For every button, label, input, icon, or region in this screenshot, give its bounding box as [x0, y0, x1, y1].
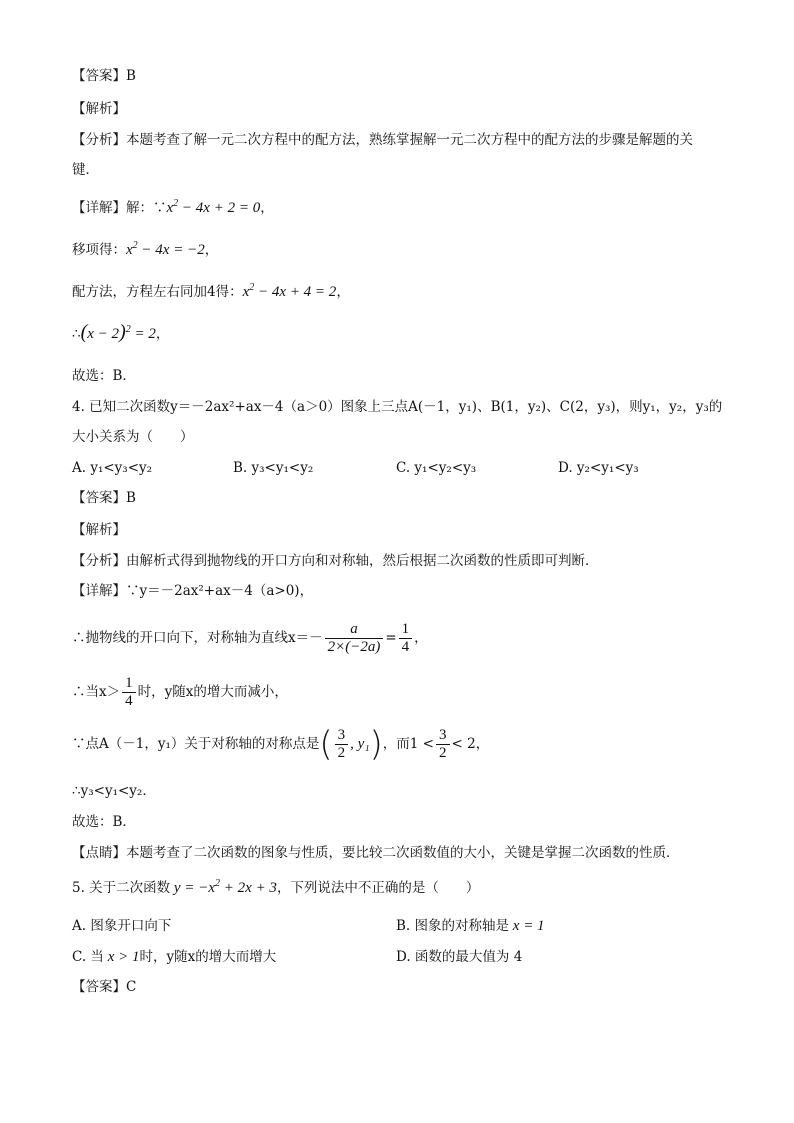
move-prefix: 移项得：	[72, 242, 126, 258]
left-paren-icon: (	[319, 724, 333, 765]
axis-expression: x = 1	[509, 918, 545, 934]
complete-prefix: 配方法，方程左右同加4得：	[72, 284, 243, 300]
q5-option-a: A. 图象开口向下	[72, 918, 172, 934]
fraction-numerator: 3	[436, 727, 450, 745]
sym-fraction-2	[436, 727, 450, 762]
condition-expression: x > 1	[103, 949, 140, 965]
equation: $x^2 - 4x = -2$	[126, 240, 205, 258]
q5-option-d: D. 函数的最大值为 4	[396, 949, 523, 965]
q3-detail-line	[72, 198, 274, 218]
stem-suffix: ，下列说法中不正确的是（ ）	[276, 880, 480, 896]
q4-choose-line: 故选：B．	[72, 814, 136, 830]
therefore-symbol: ∴	[72, 326, 81, 342]
detail-prefix: 【详解】解：∵	[72, 200, 167, 216]
q3-analysis-line2: 键．	[72, 162, 99, 178]
fraction-numerator: 3	[335, 727, 349, 745]
q3-complete-line	[72, 282, 350, 302]
q4-option-b: B. y₃<y₁<y₂	[233, 460, 314, 476]
q4-option-a: A. y₁<y₃<y₂	[72, 460, 153, 476]
quarter-fraction	[122, 675, 136, 710]
function-expression: $y = -x^2 + 2x + 3$	[170, 878, 277, 896]
q4-analysis-tag: 【解析】	[72, 522, 126, 538]
q5-stem-line	[72, 878, 479, 898]
option-c-prefix: C. 当	[72, 949, 104, 965]
answer-tag: 【答案】	[72, 68, 126, 84]
answer-value: B	[126, 68, 136, 84]
q4-symmetric-line	[72, 724, 489, 764]
equation: $x^2 - 4x + 4 = 2$	[242, 282, 337, 300]
answer-value: B	[126, 490, 136, 506]
q3-analysis-tag: 【解析】	[72, 101, 126, 117]
fraction-numerator: 1	[399, 621, 413, 639]
q5-option-b	[396, 916, 545, 936]
right-paren-icon: )	[369, 724, 383, 765]
q4-decrease-line	[72, 672, 288, 712]
fraction-denominator: 4	[125, 693, 133, 709]
decrease-prefix: ∴当x＞	[72, 684, 121, 700]
sym-mid: ，而1 <	[382, 736, 434, 752]
q5-answer-line	[72, 977, 136, 997]
sym-prefix: ∵点A（－1，y₁）关于对称轴的对称点是	[72, 736, 320, 752]
sym-y: , y₁	[350, 736, 370, 752]
stem-prefix: 5. 关于二次函数	[72, 880, 171, 896]
sym-tail: < 2，	[451, 736, 490, 752]
equals-sign: =	[385, 630, 397, 646]
q3-answer-line	[72, 66, 136, 86]
fraction-denominator: 2	[439, 745, 447, 761]
sym-fraction	[335, 727, 349, 762]
q4-answer-line	[72, 488, 136, 508]
equation: $x^2 - 4x + 2 = 0$	[166, 198, 261, 216]
q4-analysis-text: 【分析】由解析式得到抛物线的开口方向和对称轴，然后根据二次函数的性质即可判断．	[72, 553, 599, 569]
quarter-fraction	[399, 621, 413, 656]
q3-choose-line: 故选：B．	[72, 368, 136, 384]
q3-move-line	[72, 240, 218, 260]
q4-stem-line1: 4. 已知二次函数y＝－2ax²+ax－4（a＞0）图象上三点A(－1，y₁)、B(1，y₂)、C(2，y₃)，则y₁，y₂，y₃的	[72, 399, 723, 415]
decrease-suffix: 时，y随x的增大而减小，	[137, 684, 288, 700]
axis-suffix: ，	[414, 630, 428, 646]
comma: ，	[260, 200, 274, 216]
comma: ，	[155, 326, 170, 342]
q5-option-c	[72, 947, 276, 967]
option-c-suffix: 时，y随x的增大而增大	[139, 949, 277, 965]
fraction-numerator: a	[325, 621, 384, 639]
q4-option-c: C. y₁<y₂<y₃	[396, 460, 477, 476]
fraction-denominator: 2×(−2a)	[327, 639, 381, 655]
q4-stem-line2: 大小关系为（ ）	[72, 429, 194, 445]
q4-option-d: D. y₂<y₁<y₃	[558, 460, 639, 476]
q3-analysis-line1: 【分析】本题考查了解一元二次方程中的配方法，熟练掌握解一元二次方程中的配方法的步骤是解题的关	[72, 132, 693, 148]
q4-axis-line	[72, 618, 428, 658]
answer-tag: 【答案】	[72, 979, 126, 995]
fraction-denominator: 2	[337, 745, 346, 761]
option-b-prefix: B. 图象的对称轴是	[396, 918, 510, 934]
comma: ，	[204, 242, 219, 258]
axis-prefix: ∴抛物线的开口向下，对称轴为直线x＝－	[72, 630, 323, 646]
q4-detail-text: 【详解】∵y＝－2ax²+ax－4（a>0)，	[72, 583, 314, 599]
q4-order-line: ∴y₃<y₁<y₂．	[72, 783, 156, 799]
answer-tag: 【答案】	[72, 490, 126, 506]
fraction-numerator: 1	[122, 675, 136, 693]
q4-comment-line: 【点睛】本题考查了二次函数的图象与性质，要比较二次函数值的大小，关键是掌握二次函数的性质．	[72, 845, 680, 861]
answer-value: C	[126, 979, 137, 995]
equation: $(x - 2)^2 = 2$	[80, 321, 156, 343]
comma: ，	[336, 284, 350, 300]
axis-fraction	[325, 621, 384, 656]
q3-square-line	[72, 322, 169, 344]
fraction-denominator: 4	[401, 639, 410, 655]
